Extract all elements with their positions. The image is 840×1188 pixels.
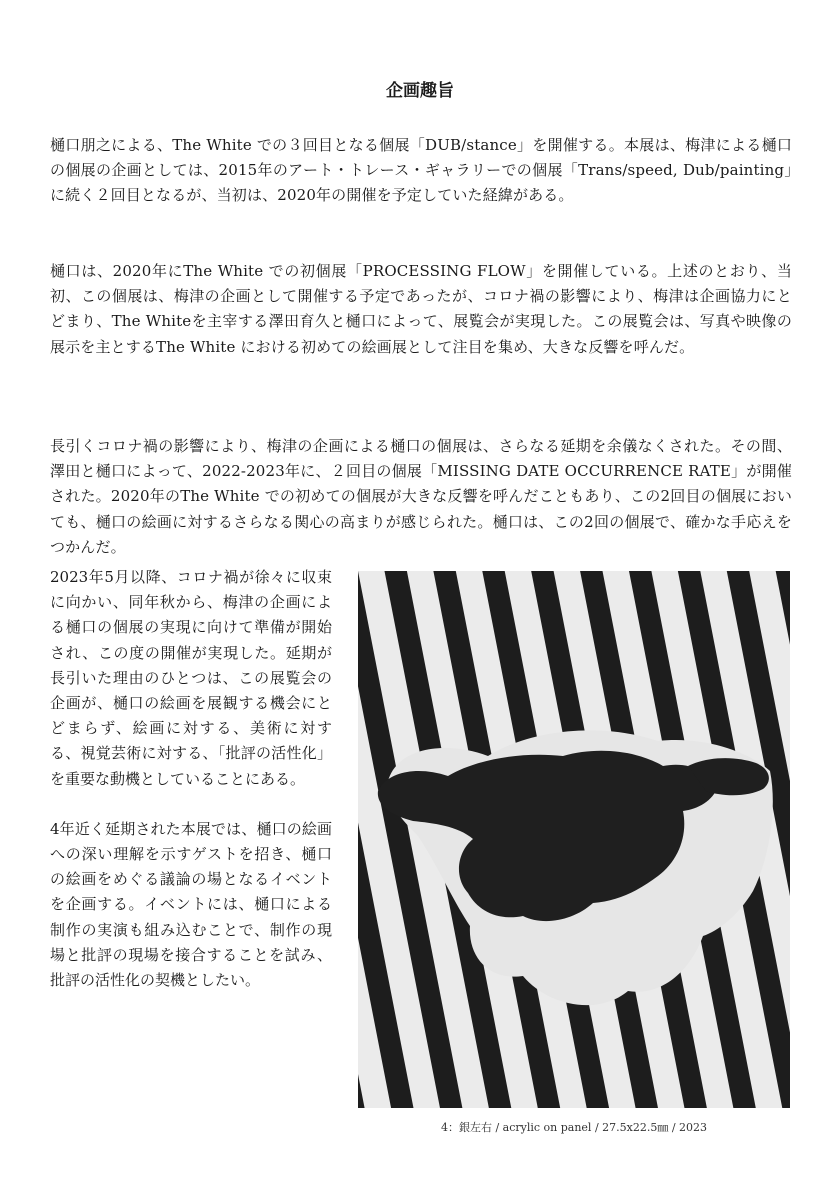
paragraph-intro: 樋口朋之による、The White での３回目となる個展「DUB/stance」を開催する。本展は、梅津による樋口の個展の企画としては、2015年のアート・トレース・ギャラリーでの個展「Trans/speed, Dub/painting」に続く２回目となるが、当初は、2020年の開催を予定していた経緯がある。 xyxy=(50,136,792,205)
page-title: 企画趣旨 xyxy=(386,81,454,101)
paragraph-first-exhibition: 樋口は、2020年にThe White での初個展「PROCESSING FLOW」を開催している。上述のとおり、当初、この個展は、梅津の企画として開催する予定であったが、コロナ禍の影響により、梅津は企画協力にとどまり、The Whiteを主宰する澤田育久と樋口によって、展覧会が実現した。この展覧会は、写真や映像の展示を主とするThe White における初めての絵画展として注目を集め、大きな反響を呼んだ。 xyxy=(50,262,792,356)
paragraph-realization: 2023年5月以降、コロナ禍が徐々に収束に向かい、同年秋から、梅津の企画による樋口の個展の実現に向けて準備が開始され、この度の開催が実現した。延期が長引いた理由のひとつは、この展覧会の企画が、樋口の絵画を展観する機会にとどまらず、絵画に対する、美術に対する、視覚芸術に対する、「批評の活性化」を重要な動機としていることにある。 xyxy=(50,568,332,788)
paragraph-second-exhibition: 長引くコロナ禍の影響により、梅津の企画による樋口の個展は、さらなる延期を余儀なくされた。その間、澤田と樋口によって、2022-2023年に、２回目の個展「MISSING DATE OCCURRENCE RATE」が開催された。2020年のThe White での初めての個展が大きな反響を呼んだこともあり、この2回目の個展においても、樋口の絵画に対するさらなる関心の高まりが感じられた。樋口は、この2回の個展で、確かな手応えをつかんだ。 xyxy=(50,437,792,556)
artwork-caption: 4：銀左右 / acrylic on panel / 27.5x22.5㎜ / 2023 xyxy=(440,1121,708,1134)
artwork-painting xyxy=(358,571,790,1108)
artwork-image xyxy=(358,571,790,1108)
paragraph-events: 4年近く延期された本展では、樋口の絵画への深い理解を示すゲストを招き、樋口の絵画をめぐる議論の場となるイベントを企画する。イベントには、樋口による制作の実演も組み込むことで、制作の現場と批評の現場を接合することを試み、批評の活性化の契機としたい。 xyxy=(50,819,332,990)
side-column xyxy=(50,565,332,1018)
